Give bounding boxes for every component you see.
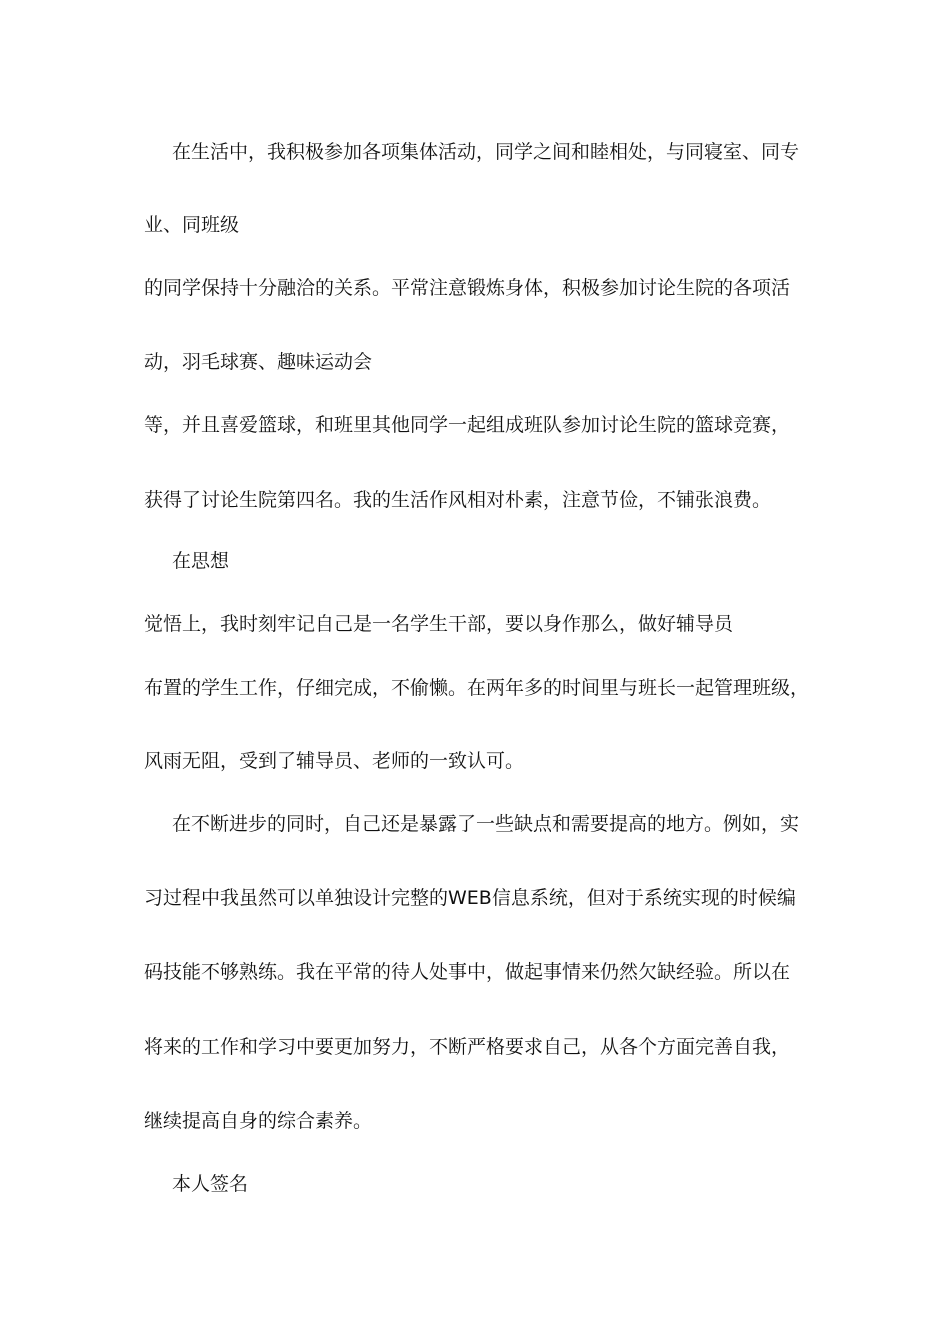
- paragraph-line: 继续提高自身的综合素养。: [144, 1110, 373, 1132]
- paragraph-line: 获得了讨论生院第四名。我的生活作风相对朴素，注意节俭，不铺张浪费。: [144, 489, 772, 511]
- paragraph-line: 在思想: [172, 550, 230, 572]
- paragraph-line: 风雨无阻，受到了辅导员、老师的一致认可。: [144, 750, 525, 772]
- signature-label: 本人签名: [172, 1173, 249, 1195]
- paragraph-line: 在生活中，我积极参加各项集体活动，同学之间和睦相处，与同寝室、同专: [172, 141, 800, 163]
- paragraph-line: 动，羽毛球赛、趣味运动会: [144, 351, 373, 373]
- paragraph-line: 将来的工作和学习中要更加努力，不断严格要求自己，从各个方面完善自我，: [144, 1036, 791, 1058]
- paragraph-line: 业、同班级: [144, 214, 240, 236]
- paragraph-line: 觉悟上，我时刻牢记自己是一名学生干部，要以身作那么，做好辅导员: [144, 613, 734, 635]
- paragraph-line: 在不断进步的同时，自己还是暴露了一些缺点和需要提高的地方。例如，实: [172, 813, 800, 835]
- paragraph-line: 布置的学生工作，仔细完成，不偷懒。在两年多的时间里与班长一起管理班级，: [144, 677, 810, 699]
- paragraph-line: 习过程中我虽然可以单独设计完整的WEB信息系统，但对于系统实现的时候编: [144, 887, 796, 909]
- paragraph-line: 等，并且喜爱篮球，和班里其他同学一起组成班队参加讨论生院的篮球竞赛，: [144, 414, 791, 436]
- paragraph-line: 的同学保持十分融洽的关系。平常注意锻炼身体，积极参加讨论生院的各项活: [144, 277, 791, 299]
- paragraph-line: 码技能不够熟练。我在平常的待人处事中，做起事情来仍然欠缺经验。所以在: [144, 961, 791, 983]
